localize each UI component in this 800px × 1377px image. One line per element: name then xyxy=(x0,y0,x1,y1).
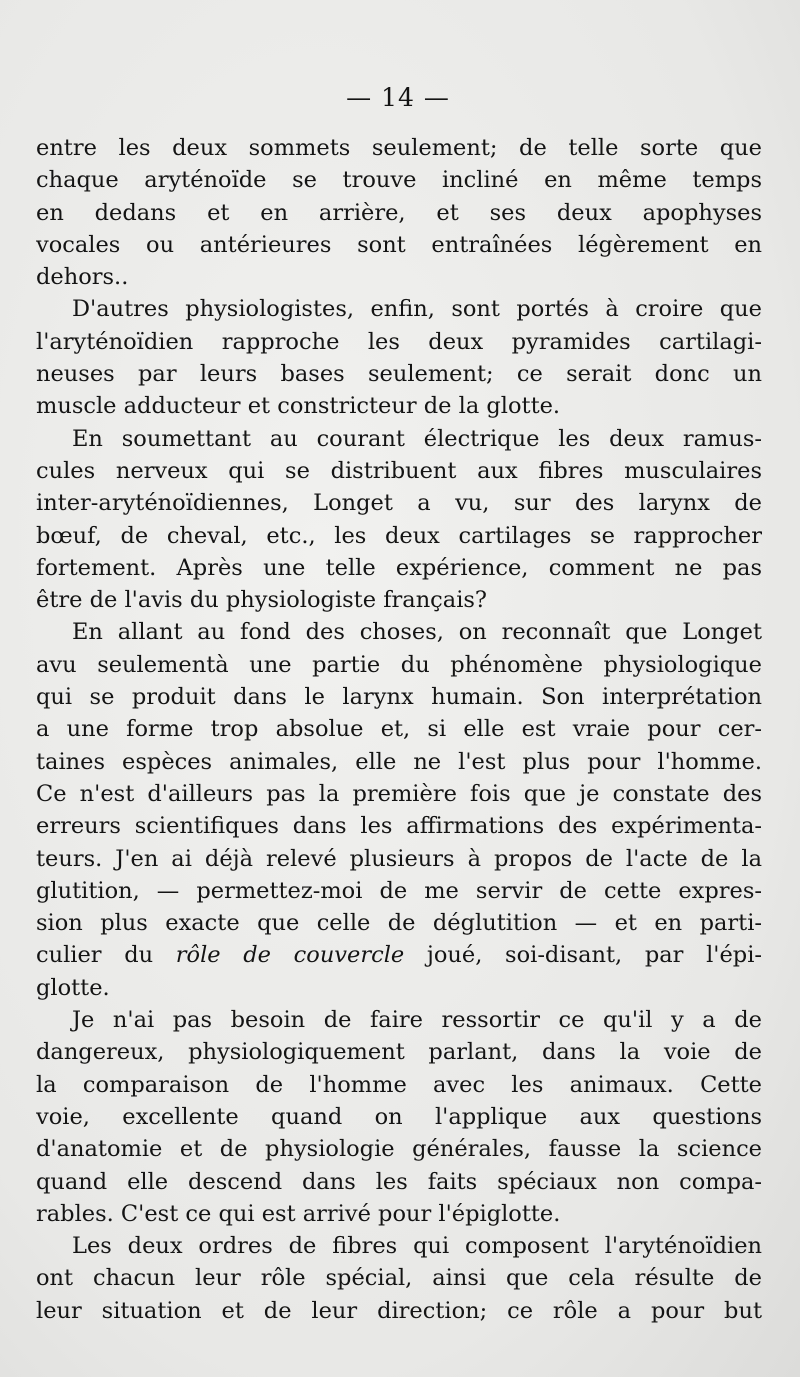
text-line: voie, excellente quand on l'applique aux questions xyxy=(36,1103,762,1130)
text-line: leur situation et de leur direction; ce rôle a pour but xyxy=(36,1297,762,1324)
text-line: dehors.. xyxy=(36,264,129,291)
text-line: l'aryténoïdien rapproche les deux pyramides cartilagi- xyxy=(36,328,762,355)
text-line: avu seulementà une partie du phénomène physiologique xyxy=(36,651,762,678)
text-line: fortement. Après une telle expérience, comment ne pas xyxy=(36,554,762,581)
text-line: En soumettant au courant électrique les deux ramus- xyxy=(72,425,762,452)
text-line: bœuf, de cheval, etc., les deux cartilages se rapprocher xyxy=(36,522,762,549)
text-line: glotte. xyxy=(36,974,110,1001)
text-line: rables. C'est ce qui est arrivé pour l'épiglotte. xyxy=(36,1200,561,1227)
text-line: entre les deux sommets seulement; de telle sorte que xyxy=(36,135,762,161)
text-line: muscle adducteur et constricteur de la glotte. xyxy=(36,393,561,420)
text-line: Les deux ordres de fibres qui composent l'aryténoïdien xyxy=(72,1233,762,1260)
text-segment: joué, soi-disant, par l'épi- xyxy=(404,942,762,969)
text-line: cules nerveux qui se distribuent aux fibres musculaires xyxy=(36,457,762,484)
text-line: quand elle descend dans les faits spéciaux non compa- xyxy=(36,1168,762,1195)
text-line: chaque aryténoïde se trouve incliné en même temps xyxy=(36,167,762,194)
text-segment: culier du xyxy=(36,942,176,969)
text-line: vocales ou antérieures sont entraînées légèrement en xyxy=(36,231,762,258)
paragraph-6 xyxy=(36,1230,762,1327)
text-line: Je n'ai pas besoin de faire ressortir ce qu'il y a de xyxy=(72,1007,762,1034)
paragraph-1 xyxy=(36,132,762,293)
text-line: inter-aryténoïdiennes, Longet a vu, sur des larynx de xyxy=(36,490,762,517)
text-line: taines espèces animales, elle ne l'est plus pour l'homme. xyxy=(36,748,762,775)
text-line: neuses par leurs bases seulement; ce serait donc un xyxy=(36,361,762,388)
text-line: Ce n'est d'ailleurs pas la première fois que je constate des xyxy=(36,780,762,807)
text-line: teurs. J'en ai déjà relevé plusieurs à propos de l'acte de la xyxy=(36,845,762,872)
text-line: D'autres physiologistes, enfin, sont portés à croire que xyxy=(72,296,762,323)
paragraph-3 xyxy=(36,423,762,617)
italic-emphasis: rôle de couvercle xyxy=(175,942,405,969)
text-line: glutition, — permettez-moi de me servir de cette expres- xyxy=(36,877,762,904)
text-line: d'anatomie et de physiologie générales, fausse la science xyxy=(36,1136,762,1163)
text-line: a une forme trop absolue et, si elle est vraie pour cer- xyxy=(36,716,762,743)
text-line: ont chacun leur rôle spécial, ainsi que cela résulte de xyxy=(36,1265,762,1292)
page-number: — 14 — xyxy=(346,83,450,112)
text-line: qui se produit dans le larynx humain. Son interprétation xyxy=(36,684,762,711)
text-line: erreurs scientifiques dans les affirmations des expérimenta- xyxy=(36,813,762,840)
text-line: en dedans et en arrière, et ses deux apophyses xyxy=(36,199,762,226)
text-line: En allant au fond des choses, on reconnaît que Longet xyxy=(72,619,762,646)
paragraph-5 xyxy=(36,1004,762,1230)
text-line: dangereux, physiologiquement parlant, dans la voie de xyxy=(36,1039,762,1066)
paragraph-4 xyxy=(36,616,762,1004)
body-text xyxy=(36,132,762,1327)
text-line: la comparaison de l'homme avec les animaux. Cette xyxy=(36,1071,762,1098)
paragraph-2 xyxy=(36,293,762,422)
text-line: être de l'avis du physiologiste français? xyxy=(36,587,487,614)
text-line-with-emphasis xyxy=(36,939,762,971)
text-line: sion plus exacte que celle de déglutition — et en parti- xyxy=(36,910,762,937)
